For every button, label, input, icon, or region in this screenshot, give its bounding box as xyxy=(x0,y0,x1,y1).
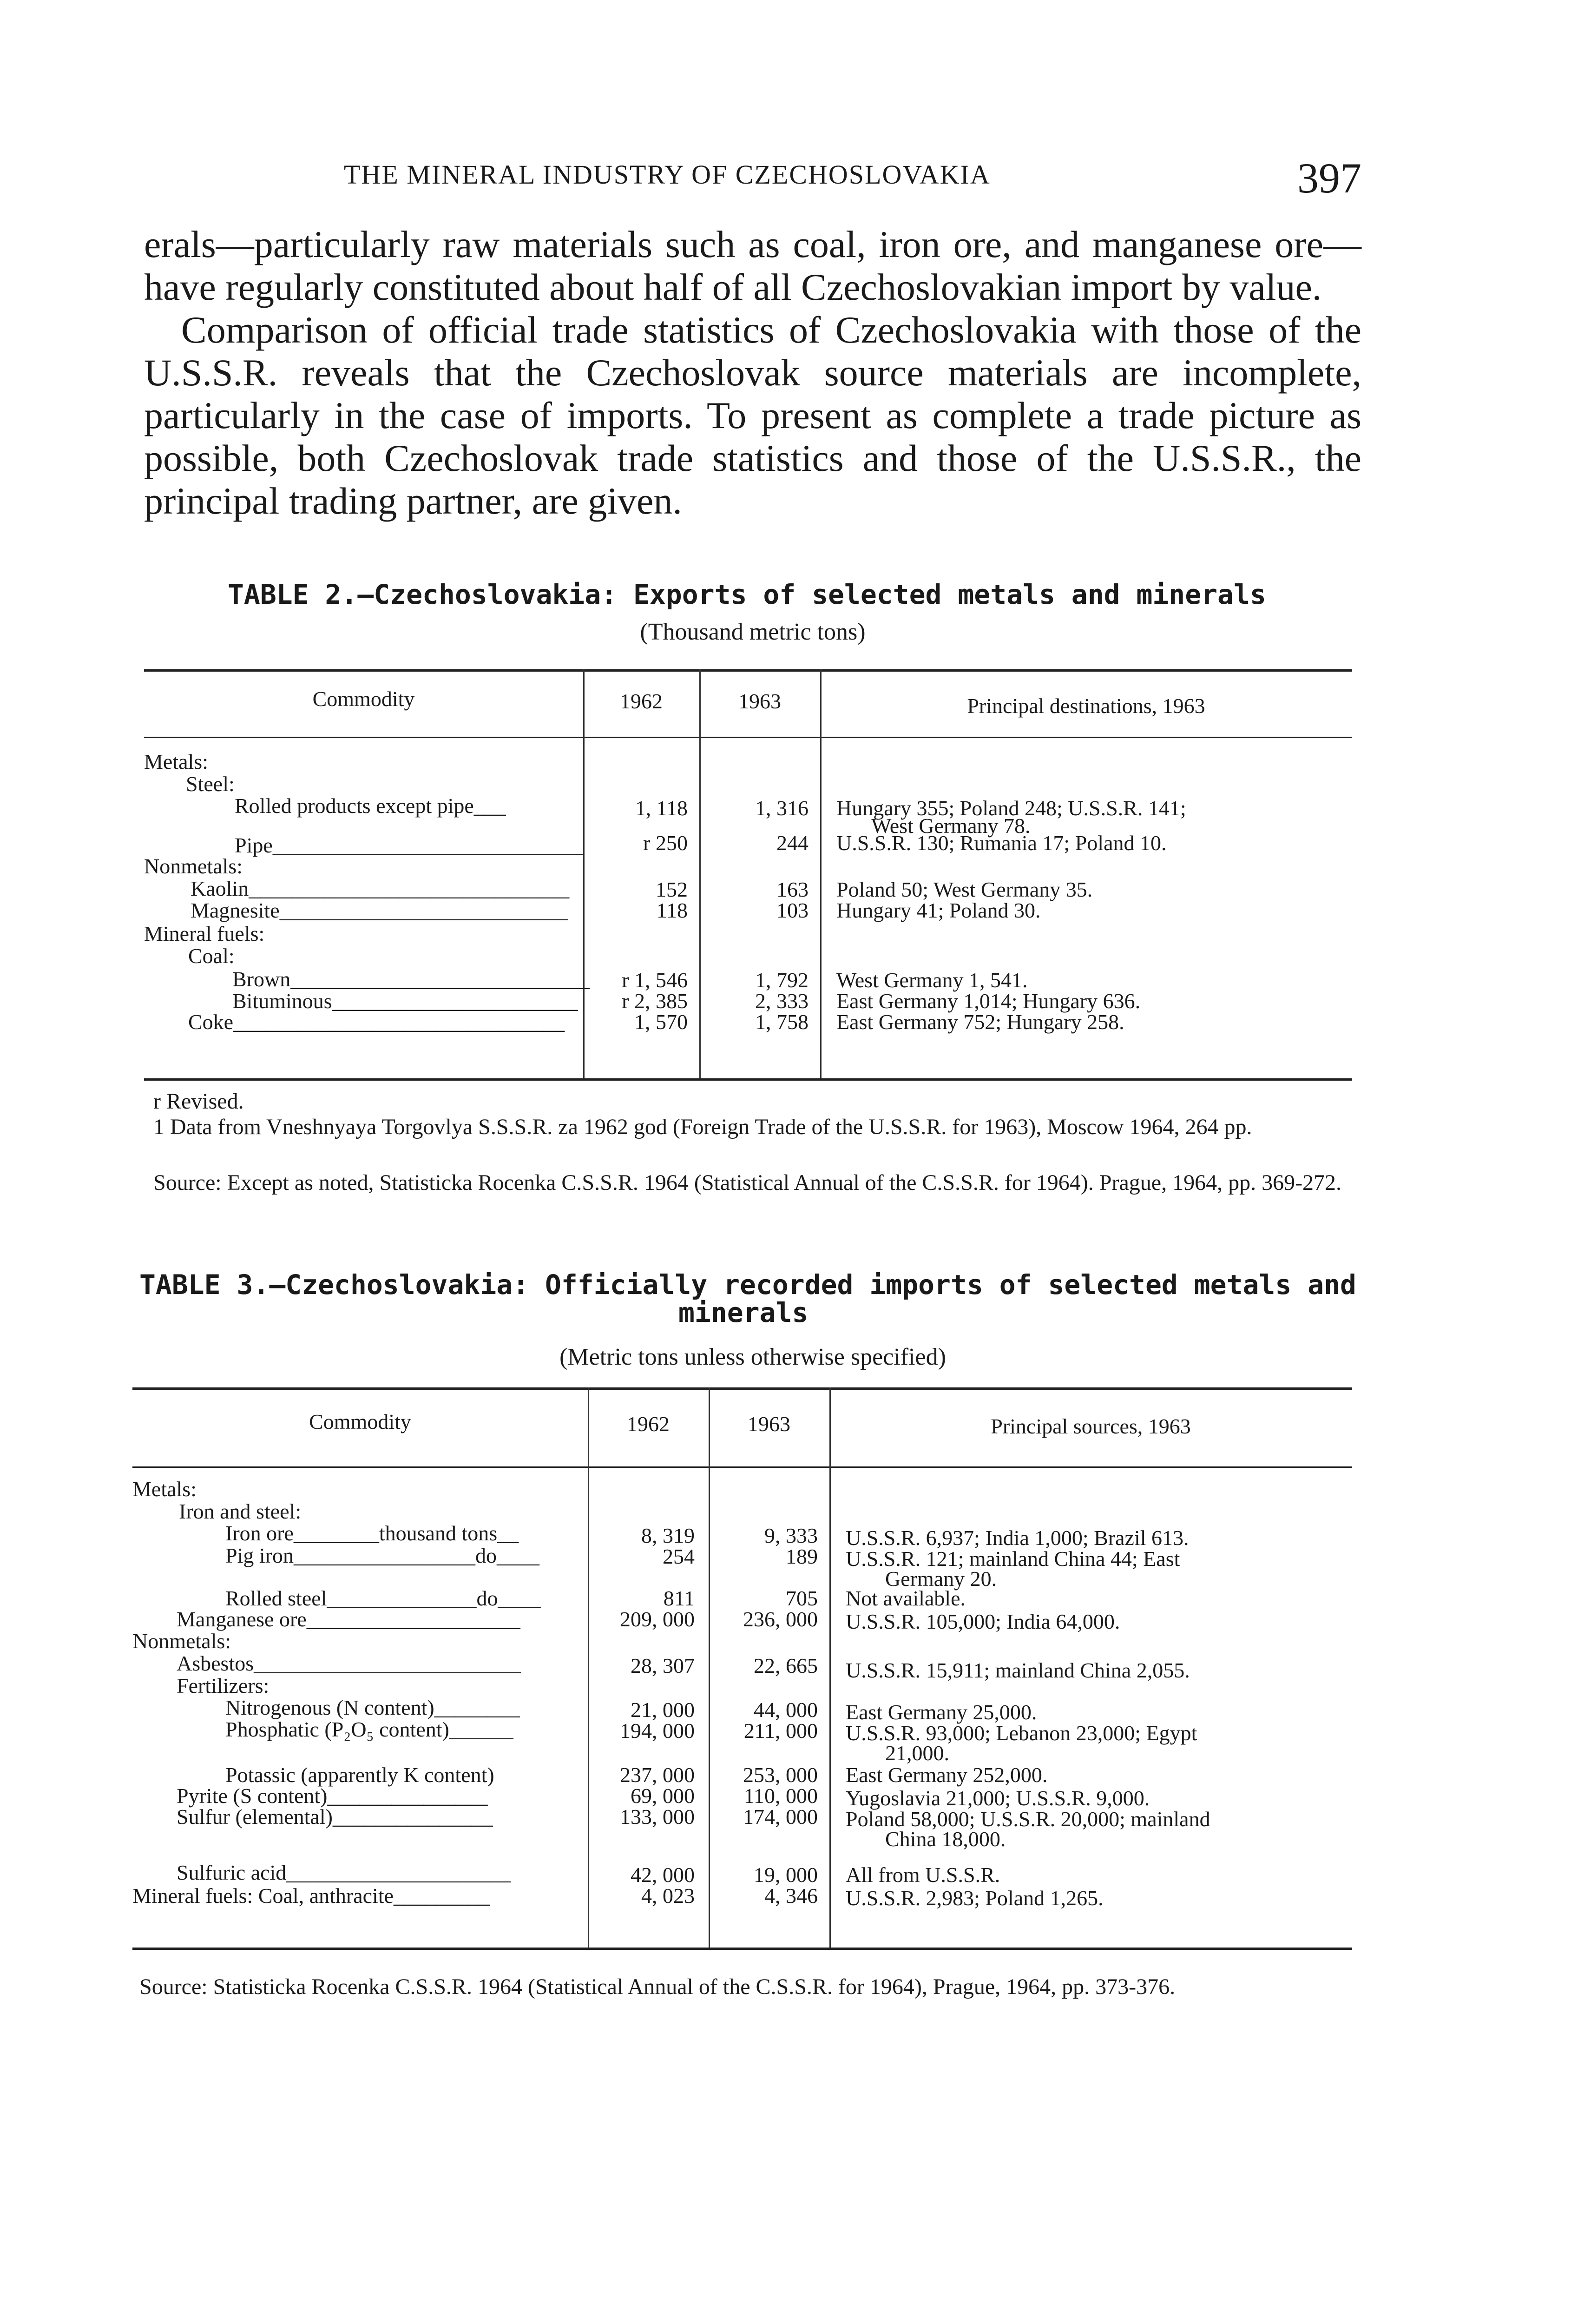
source-country: Yugoslavia 21,000; U.S.S.R. 9,000. xyxy=(846,1786,1150,1810)
running-title: THE MINERAL INDUSTRY OF CZECHOSLOVAKIA xyxy=(344,159,991,190)
value-1963: 22, 665 xyxy=(754,1654,818,1677)
value-1962: r 250 xyxy=(643,831,688,855)
source-country: 21,000. xyxy=(885,1741,949,1765)
table3-header-rule xyxy=(132,1466,1352,1468)
table3-caption-line2: minerals xyxy=(678,1297,809,1328)
destination: West Germany 78. xyxy=(871,814,1031,838)
value-1962: r 1, 546 xyxy=(622,968,688,992)
table3-head-sources: Principal sources, 1963 xyxy=(991,1414,1191,1438)
table-row: Nonmetals: xyxy=(132,1629,231,1653)
table2-header-rule xyxy=(144,737,1352,738)
value-1962: 8, 319 xyxy=(641,1524,695,1547)
table-row: Pig iron_________________do____ xyxy=(225,1544,539,1567)
value-1962: 4, 023 xyxy=(641,1884,695,1908)
table2-bottom-rule xyxy=(144,1078,1352,1081)
table3-vline-3 xyxy=(829,1387,831,1948)
destination: Hungary 41; Poland 30. xyxy=(836,898,1041,922)
value-1962: 133, 000 xyxy=(620,1805,695,1829)
table-row: Iron ore________thousand tons__ xyxy=(225,1521,519,1545)
paragraph-1: erals—particularly raw materials such as coal, iron ore, and manganese ore—have regularly constituted about half of all Czechoslovakian import by value. xyxy=(144,223,1361,308)
destination: East Germany 1,014; Hungary 636. xyxy=(836,989,1141,1013)
paragraph-2: Comparison of official trade statistics of Czechoslovakia with those of the U.S.S.R. reveals that the Czechoslovak source materials are incomplete, particularly in the case of imports. To present as complete a trade picture as possible, both Czechoslovak trade statistics and those of the U.S.S.R., the principal trading partner, are given. xyxy=(144,309,1361,522)
table2-source: Source: Except as noted, Statisticka Rocenka C.S.S.R. 1964 (Statistical Annual of the C.S.S.R. for 1964). Prague, 1964, pp. 369-272. xyxy=(153,1170,1342,1195)
table-row: Bituminous_______________________ xyxy=(232,989,578,1013)
destination: East Germany 752; Hungary 258. xyxy=(836,1010,1124,1034)
value-1962: 254 xyxy=(663,1545,695,1568)
table-row: Magnesite___________________________ xyxy=(191,898,568,922)
value-1963: 244 xyxy=(776,831,809,855)
destination: West Germany 1, 541. xyxy=(836,968,1028,992)
value-1962: r 2, 385 xyxy=(622,989,688,1013)
table2-head-commodity: Commodity xyxy=(312,687,415,711)
value-1963: 1, 316 xyxy=(755,796,809,820)
source-country: Poland 58,000; U.S.S.R. 20,000; mainland xyxy=(846,1807,1210,1831)
table-row: Brown____________________________ xyxy=(232,967,590,991)
source-country: East Germany 252,000. xyxy=(846,1763,1048,1787)
source-country: U.S.S.R. 93,000; Lebanon 23,000; Egypt xyxy=(846,1721,1197,1745)
value-1962: 152 xyxy=(656,878,688,901)
value-1963: 44, 000 xyxy=(754,1698,818,1722)
table3-subtitle: (Metric tons unless otherwise specified) xyxy=(559,1344,946,1370)
table3-head-commodity: Commodity xyxy=(309,1410,411,1433)
table-row: Nonmetals: xyxy=(144,854,243,878)
value-1963: 1, 792 xyxy=(755,968,809,992)
table2-head-1963: 1963 xyxy=(738,689,781,713)
value-1962: 42, 000 xyxy=(631,1863,695,1887)
destination: Poland 50; West Germany 35. xyxy=(836,878,1093,901)
table-row: Sulfur (elemental)_______________ xyxy=(177,1805,493,1829)
value-1963: 174, 000 xyxy=(743,1805,818,1829)
value-1963: 253, 000 xyxy=(743,1763,818,1787)
source-country: U.S.S.R. 2,983; Poland 1,265. xyxy=(846,1886,1104,1910)
table3 xyxy=(132,1387,1359,1954)
value-1962: 1, 118 xyxy=(635,796,688,820)
value-1962: 21, 000 xyxy=(631,1698,695,1722)
source-country: U.S.S.R. 105,000; India 64,000. xyxy=(846,1610,1120,1633)
source-country: U.S.S.R. 121; mainland China 44; East xyxy=(846,1547,1180,1571)
table3-top-rule xyxy=(132,1387,1352,1390)
value-1962: 28, 307 xyxy=(631,1654,695,1677)
value-1963: 705 xyxy=(786,1586,818,1610)
table-row: Rolled steel______________do____ xyxy=(225,1586,541,1610)
source-country: East Germany 25,000. xyxy=(846,1700,1037,1724)
value-1962: 194, 000 xyxy=(620,1719,695,1743)
table2-head-destinations: Principal destinations, 1963 xyxy=(967,694,1205,718)
table-row: Metals: xyxy=(132,1477,197,1501)
value-1962: 118 xyxy=(656,898,688,922)
table-row: Coke_______________________________ xyxy=(188,1010,565,1034)
value-1963: 110, 000 xyxy=(743,1784,818,1808)
table-row: Mineral fuels: Coal, anthracite_________ xyxy=(132,1884,490,1908)
table2-top-rule xyxy=(144,669,1352,672)
value-1962: 1, 570 xyxy=(634,1010,688,1034)
value-1963: 103 xyxy=(776,898,809,922)
source-country: China 18,000. xyxy=(885,1827,1006,1851)
table-row: Potassic (apparently K content) xyxy=(225,1763,494,1787)
table3-bottom-rule xyxy=(132,1948,1352,1950)
value-1963: 189 xyxy=(786,1545,818,1568)
value-1963: 19, 000 xyxy=(754,1863,818,1887)
table3-source: Source: Statisticka Rocenka C.S.S.R. 1964 (Statistical Annual of the C.S.S.R. for 1964), Prague, 1964, pp. 373-376. xyxy=(139,1974,1176,1999)
source-country: Germany 20. xyxy=(885,1567,997,1591)
body-text xyxy=(144,223,1361,522)
table-row: Iron and steel: xyxy=(179,1499,302,1523)
table-row: Phosphatic (P₂O₅ content)______ xyxy=(225,1717,513,1741)
value-1963: 1, 758 xyxy=(755,1010,809,1034)
table2-revised-note: r Revised. xyxy=(153,1089,244,1114)
value-1963: 211, 000 xyxy=(743,1719,818,1743)
value-1963: 9, 333 xyxy=(764,1524,818,1547)
value-1963: 236, 000 xyxy=(743,1607,818,1631)
source-country: U.S.S.R. 6,937; India 1,000; Brazil 613. xyxy=(846,1526,1189,1550)
table-row: Manganese ore____________________ xyxy=(177,1607,520,1631)
table-row: Pyrite (S content)_______________ xyxy=(177,1784,488,1808)
table-row: Steel: xyxy=(186,772,235,796)
value-1962: 811 xyxy=(663,1586,695,1610)
source-country: U.S.S.R. 15,911; mainland China 2,055. xyxy=(846,1658,1190,1682)
table3-head-1962: 1962 xyxy=(627,1412,670,1436)
value-1963: 4, 346 xyxy=(764,1884,818,1908)
table3-caption-line1: TABLE 3.—Czechoslovakia: Officially recorded imports of selected metals and xyxy=(139,1269,1356,1301)
page-number: 397 xyxy=(1297,154,1361,202)
destination: Hungary 355; Poland 248; U.S.S.R. 141; xyxy=(836,796,1186,820)
destination: U.S.S.R. 130; Rumania 17; Poland 10. xyxy=(836,831,1167,855)
table-row: Sulfuric acid_____________________ xyxy=(177,1861,511,1884)
value-1962: 69, 000 xyxy=(631,1784,695,1808)
table-row: Nitrogenous (N content)________ xyxy=(225,1696,520,1719)
table2-caption: TABLE 2.—Czechoslovakia: Exports of selected metals and minerals xyxy=(228,579,1266,610)
source-country: Not available. xyxy=(846,1586,966,1610)
value-1963: 163 xyxy=(776,878,809,901)
table2-vline-3 xyxy=(820,669,822,1078)
table2-head-1962: 1962 xyxy=(620,689,663,713)
table-row: Asbestos_________________________ xyxy=(177,1651,521,1675)
table-row: Metals: xyxy=(144,750,208,773)
table-row: Pipe_____________________________ xyxy=(235,833,583,857)
table-row: Kaolin______________________________ xyxy=(191,877,570,900)
table2 xyxy=(144,669,1361,1088)
table-row: Fertilizers: xyxy=(177,1674,270,1697)
table-row: Coal: xyxy=(188,944,235,968)
source-country: All from U.S.S.R. xyxy=(846,1863,1000,1887)
value-1962: 237, 000 xyxy=(620,1763,695,1787)
value-1963: 2, 333 xyxy=(755,989,809,1013)
table-row: Rolled products except pipe___ xyxy=(235,794,506,818)
table3-head-1963: 1963 xyxy=(748,1412,790,1436)
page-header xyxy=(144,153,1361,205)
table2-subtitle: (Thousand metric tons) xyxy=(640,619,866,645)
table2-footnote-1: 1 Data from Vneshnyaya Torgovlya S.S.S.R. za 1962 god (Foreign Trade of the U.S.S.R. for 1963), Moscow 1964, 264 pp. xyxy=(153,1115,1252,1139)
value-1962: 209, 000 xyxy=(620,1607,695,1631)
table-row: Mineral fuels: xyxy=(144,922,265,945)
